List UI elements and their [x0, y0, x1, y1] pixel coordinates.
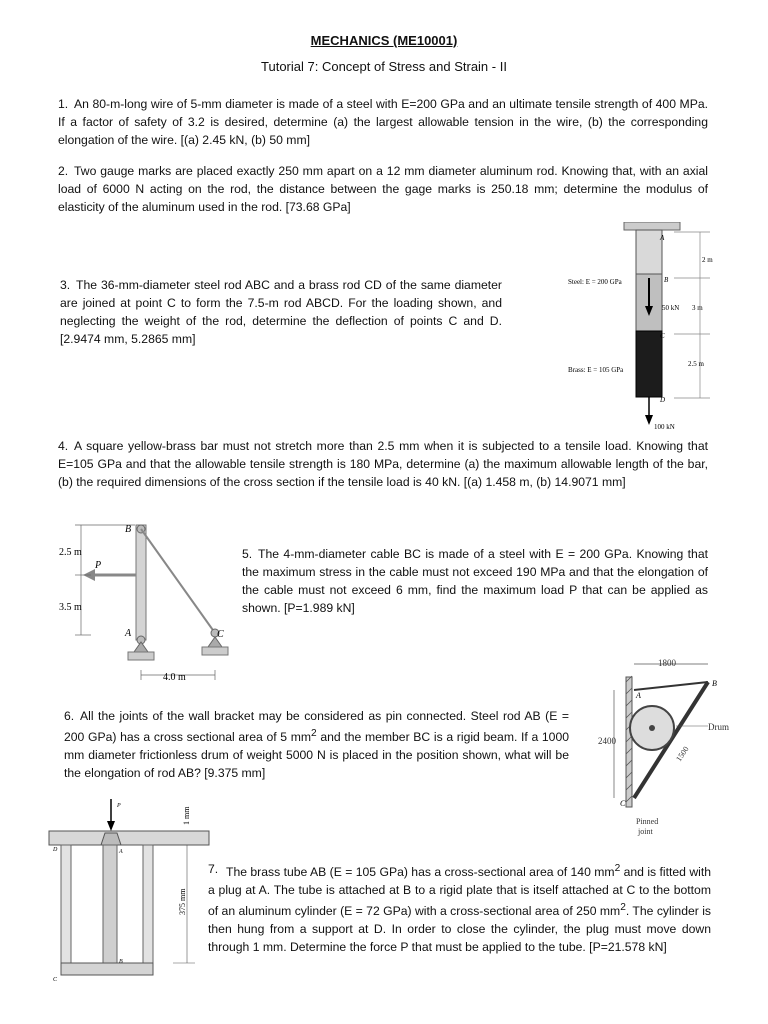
dim-2m: 2 m [702, 256, 713, 264]
question-7 [208, 860, 711, 956]
steel-label: Steel: E = 200 GPa [568, 278, 622, 286]
dim-2-5m: 2.5 m [688, 360, 704, 368]
label-p: P [117, 803, 121, 809]
dim-3m: 3 m [692, 304, 703, 312]
label-c: C [53, 977, 58, 983]
label-d: D [660, 396, 666, 404]
figure-5-diagram [55, 520, 240, 690]
question-number: 7. [208, 862, 219, 876]
label-a: A [125, 628, 132, 639]
pinned-label: Pinned [636, 817, 659, 826]
figure-7-diagram [45, 795, 215, 987]
dim-2400: 2400 [598, 736, 616, 746]
question-6 [64, 707, 569, 782]
dim-4m: 4.0 m [163, 672, 186, 683]
question-text: All the joints of the wall bracket may be considered as pin connected. Steel rod AB (E = 200 GPa) has a cross sectional area of 5 $mm^2$ and the member BC is a rigid beam. If a 1000 mm diameter frictionless drum of weight 5000 N is placed in the position shown, what will be the elongation of rod AB? [9.375 mm] [64, 709, 570, 781]
question-2 [58, 162, 708, 216]
question-number: 3. [60, 278, 71, 292]
question-number: 4. [58, 439, 69, 453]
joint-label: joint [638, 827, 653, 836]
label-a: A [119, 849, 123, 855]
load-50kn: 50 kN [662, 304, 680, 312]
question-number: 5. [242, 547, 253, 561]
label-b: B [664, 276, 669, 284]
question-text: An 80-m-long wire of 5-mm diameter is made of a steel with E=200 GPa and an ultimate tensile strength of 400 MPa. If a factor of safety of 3.2 is desired, determine (a) the largest allowable tension in the wire, (b) the corresponding elongation of the wire. [(a) 2.45 kN, (b) 50 mm] [58, 97, 708, 147]
label-p: P [95, 560, 102, 571]
question-5 [242, 545, 708, 617]
label-c: C [620, 799, 626, 808]
question-number: 2. [58, 164, 69, 178]
label-a: A [660, 234, 665, 242]
figure-6-diagram [596, 652, 746, 842]
label-c: C [217, 629, 224, 640]
load-100kn: 100 kN [654, 423, 675, 431]
course-title: MECHANICS (ME10001) [310, 33, 458, 48]
label-c: C [660, 332, 665, 340]
dim-1mm: 1 mm [182, 806, 191, 825]
label-b: B [119, 959, 123, 965]
question-3 [60, 276, 502, 348]
label-b: B [125, 524, 132, 535]
question-1 [58, 95, 708, 149]
question-number: 1. [58, 97, 69, 111]
question-text: The 36-mm-diameter steel rod ABC and a brass rod CD of the same diameter are joined at point C to form the 7.5-m rod ABCD. For the loading shown, and neglecting the weight of the rod, determine the deflection of points C and D. [2.9474 mm, 5.2865 mm] [60, 278, 502, 346]
question-text: The brass tube AB (E = 105 GPa) has a cross-sectional area of 140 $mm^2$ and is fitted with a plug at A. The tube is attached at B to a rigid plate that is itself attached at C to the bottom of an aluminum cylinder (E = 72 GPa) with a cross-sectional area of 250 $mm^2$. The cylinder is then hung from a support at D. In order to close the cylinder, the plug must move down through 1 mm. Determine the force P that must be applied to the tube. [P=21.578 kN] [208, 863, 712, 955]
label-b: B [712, 679, 717, 688]
question-text: Two gauge marks are placed exactly 250 mm apart on a 12 mm diameter aluminum rod. Knowing that, with an axial load of 6000 N acting on the rod, the distance between the gage marks is 250.18 mm; determine the modulus of elasticity of the aluminum used in the rod. [73.68 GPa] [58, 164, 708, 214]
figure-3-diagram [560, 222, 720, 434]
dim-1800: 1800 [658, 658, 676, 668]
question-4 [58, 437, 708, 491]
question-text: A square yellow-brass bar must not stretch more than 2.5 mm when it is subjected to a tensile load. Knowing that E=105 GPa and that the allowable tensile strength is 180 MPa, determine (a) the maximum allowable length of the bar, (b) the required dimensions of the cross section if the tensile load is 40 kN. [(a) 1.458 m, (b) 14.9071 mm] [58, 439, 708, 489]
dim-375mm: 375 mm [178, 888, 187, 915]
question-number: 6. [64, 709, 75, 723]
dim-1500: 1500 [674, 744, 691, 764]
brass-label: Brass: E = 105 GPa [568, 366, 624, 374]
tutorial-title: Tutorial 7: Concept of Stress and Strain - II [261, 59, 507, 74]
label-a: A [636, 691, 641, 700]
label-d: D [53, 847, 58, 853]
dim-2-5m: 2.5 m [59, 547, 82, 558]
dim-3-5m: 3.5 m [59, 602, 82, 613]
question-text: The 4-mm-diameter cable BC is made of a steel with E = 200 GPa. Knowing that the maximum stress in the cable must not exceed 190 MPa and that the elongation of the cable must not exceed 6 mm, find the maximum load P that can be applied as shown. [P=1.989 kN] [242, 547, 708, 615]
drum-label: Drum [708, 722, 729, 732]
